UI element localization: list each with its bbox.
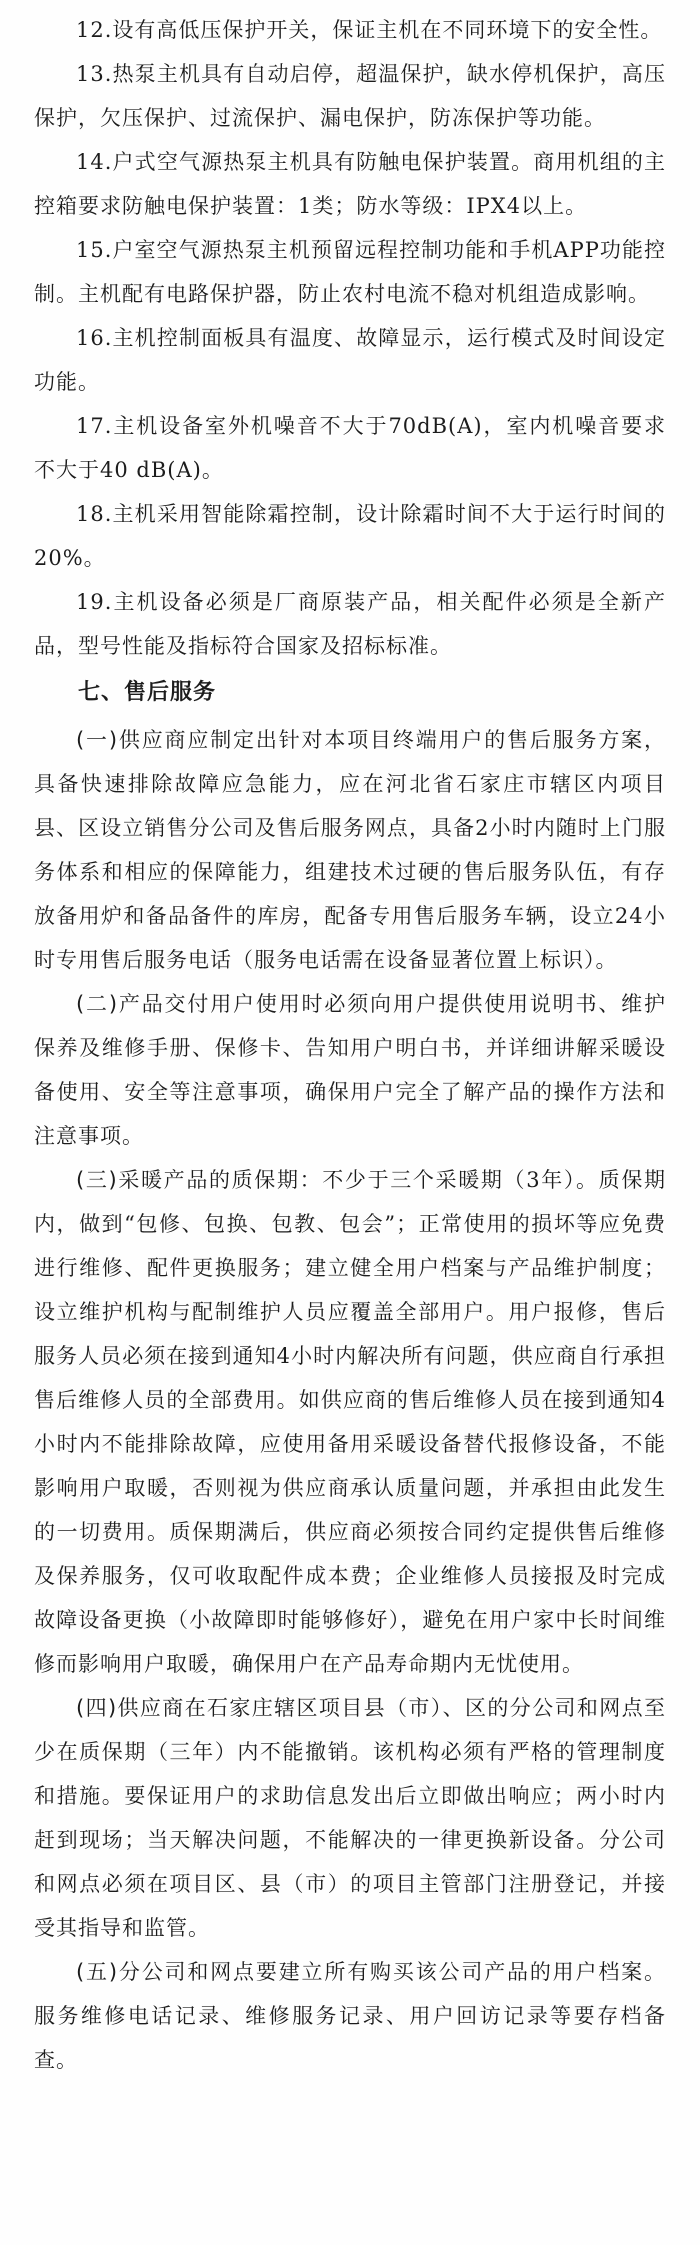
service-paragraph-lead: (二): [76, 992, 119, 1016]
item-13: 13.热泵主机具有自动启停，超温保护，缺水停机保护，高压保护，欠压保护、过流保护、漏电保护，防冻保护等功能。: [34, 62, 666, 130]
item-15: 15.户室空气源热泵主机预留远程控制功能和手机APP功能控制。主机配有电路保护器，防止农村电流不稳对机组造成影响。: [34, 238, 666, 306]
item-17: 17.主机设备室外机噪音不大于70dB(A)，室内机噪音要求不大于40 dB(A)。: [34, 414, 666, 482]
service-paragraph-text: 供应商应制定出针对本项目终端用户的售后服务方案，具备快速排除故障应急能力，应在河北省石家庄市辖区内项目县、区设立销售分公司及售后服务网点，具备2小时内随时上门服务体系和相应的保障能力，组建技术过硬的售后服务队伍，有存放备用炉和备品备件的库房，配备专用售后服务车辆，设立24小时专用售后服务电话（服务电话需在设备显著位置上标识）。: [34, 728, 667, 972]
service-paragraph-lead: (五): [76, 1960, 119, 1984]
service-paragraph-text: 分公司和网点要建立所有购买该公司产品的用户档案。服务维修电话记录、维修服务记录、用户回访记录等要存档备查。: [34, 1960, 667, 2072]
item-16: 16.主机控制面板具有温度、故障显示，运行模式及时间设定功能。: [34, 326, 666, 394]
service-paragraph-5: [34, 1950, 666, 2082]
service-paragraph-4: [34, 1686, 666, 1950]
service-paragraph-text: 供应商在石家庄辖区项目县（市）、区的分公司和网点至少在质保期（三年）内不能撤销。该机构必须有严格的管理制度和措施。要保证用户的求助信息发出后立即做出响应；两小时内赶到现场；当天解决问题，不能解决的一律更换新设备。分公司和网点必须在项目区、县（市）的项目主管部门注册登记，并接受其指导和监管。: [34, 1696, 666, 1940]
item-14: 14.户式空气源热泵主机具有防触电保护装置。商用机组的主控箱要求防触电保护装置：1类；防水等级：IPX4以上。: [34, 150, 666, 218]
item-12: 12.设有高低压保护开关，保证主机在不同环境下的安全性。: [76, 18, 663, 42]
service-paragraph-3: [34, 1158, 666, 1686]
section-heading-after-sales: 七、售后服务: [78, 680, 217, 705]
service-paragraph-lead: (一): [76, 728, 119, 752]
service-paragraph-lead: (三): [76, 1168, 118, 1192]
service-paragraph-text: 产品交付用户使用时必须向用户提供使用说明书、维护保养及维修手册、保修卡、告知用户明白书，并详细讲解采暖设备使用、安全等注意事项，确保用户完全了解产品的操作方法和注意事项。: [34, 992, 667, 1148]
service-paragraph-text: 采暖产品的质保期：不少于三个采暖期（3年）。质保期内，做到“包修、包换、包教、包会”；正常使用的损坏等应免费进行维修、配件更换服务；建立健全用户档案与产品维护制度；设立维护机构与配制维护人员应覆盖全部用户。用户报修，售后服务人员必须在接到通知4小时内解决所有问题，供应商自行承担售后维修人员的全部费用。如供应商的售后维修人员在接到通知4小时内不能排除故障，应使用备用采暖设备替代报修设备，不能影响用户取暖，否则视为供应商承认质量问题，并承担由此发生的一切费用。质保期满后，供应商必须按合同约定提供售后维修及保养服务，仅可收取配件成本费；企业维修人员接报及时完成故障设备更换（小故障即时能够修好），避免在用户家中长时间维修而影响用户取暖，确保用户在产品寿命期内无忧使用。: [34, 1168, 666, 1676]
item-18: 18.主机采用智能除霜控制，设计除霜时间不大于运行时间的20%。: [34, 502, 666, 570]
service-paragraph-1: [34, 718, 666, 982]
item-19: 19.主机设备必须是厂商原装产品，相关配件必须是全新产品，型号性能及指标符合国家及招标标准。: [34, 590, 666, 658]
service-paragraph-2: [34, 982, 666, 1158]
service-paragraph-lead: (四): [76, 1696, 118, 1720]
